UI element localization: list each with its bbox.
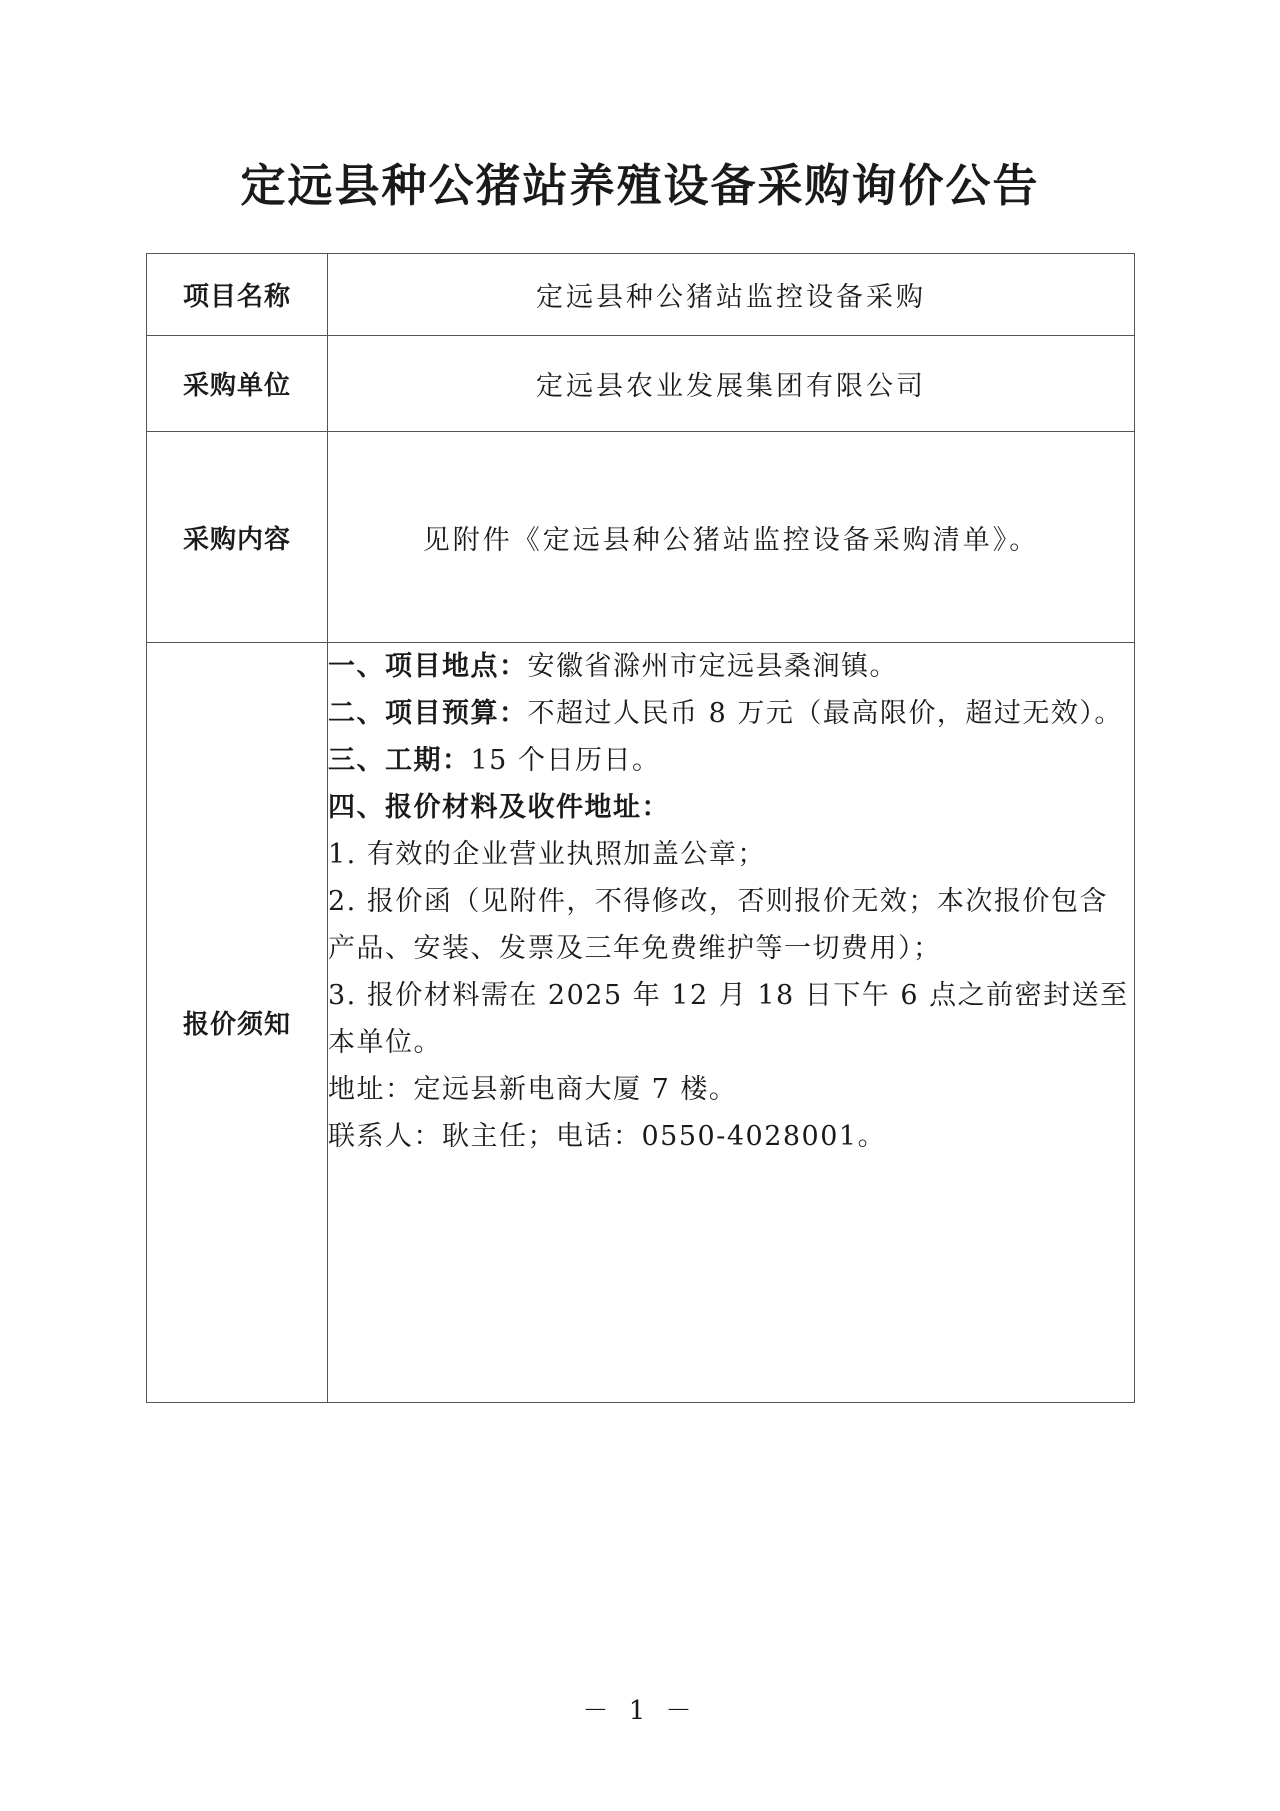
row-label-notice: 报价须知	[147, 643, 328, 1403]
row-label-content: 采购内容	[147, 432, 328, 643]
row-label-project-name: 项目名称	[147, 254, 328, 336]
period-heading: 三、工期：	[328, 745, 471, 776]
page-number: － 1 －	[582, 1696, 698, 1726]
materials-heading: 四、报价材料及收件地址：	[328, 792, 670, 823]
location-text: 安徽省滁州市定远县桑涧镇。	[527, 651, 898, 682]
row-value-content: 见附件《定远县种公猪站监控设备采购清单》。	[328, 432, 1135, 643]
row-label-purchaser: 采购单位	[147, 336, 328, 432]
quote-notice-content	[328, 643, 1135, 1403]
period-text: 15 个日历日。	[470, 745, 661, 776]
contact-line: 联系人：耿主任；电话：0550-4028001。	[328, 1121, 887, 1152]
budget-line	[328, 690, 1134, 737]
row-value-project-name: 定远县种公猪站监控设备采购	[328, 254, 1135, 336]
table-row	[147, 643, 1135, 1403]
table-row	[147, 254, 1135, 336]
notice-table	[146, 253, 1135, 1403]
table-row	[147, 432, 1135, 643]
table-row	[147, 336, 1135, 432]
budget-heading: 二、项目预算：	[328, 698, 528, 729]
materials-item-3: 3. 报价材料需在 2025 年 12 月 18 日下午 6 点之前密封送至本单位。	[328, 980, 1129, 1058]
period-line	[328, 737, 1134, 784]
location-heading: 一、项目地点：	[328, 651, 528, 682]
address-line: 地址：定远县新电商大厦 7 楼。	[328, 1074, 738, 1105]
budget-text: 不超过人民币 8 万元（最高限价，超过无效）。	[527, 698, 1123, 729]
materials-item-1: 1. 有效的企业营业执照加盖公章；	[328, 839, 766, 870]
row-value-purchaser: 定远县农业发展集团有限公司	[328, 336, 1135, 432]
materials-item-2: 2. 报价函（见附件，不得修改，否则报价无效；本次报价包含产品、安装、发票及三年免费维护等一切费用）；	[328, 886, 1108, 964]
page-title: 定远县种公猪站养殖设备采购询价公告	[240, 159, 1040, 212]
location-line	[328, 643, 1134, 690]
